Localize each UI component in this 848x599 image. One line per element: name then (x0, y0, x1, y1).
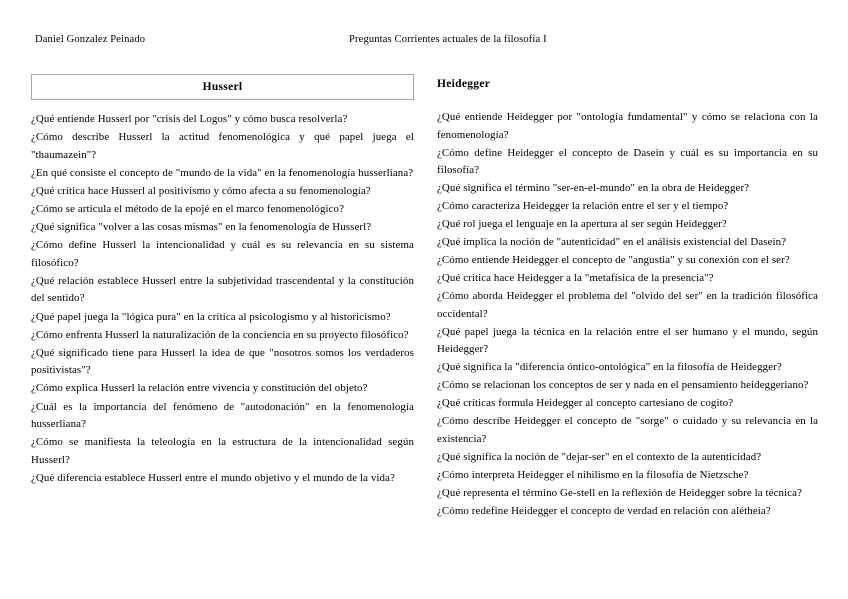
question-item: ¿Qué entiende Heidegger por "ontología fundamental" y cómo se relaciona con la fenomenología? (437, 111, 818, 141)
question-item: ¿Qué significa la noción de "dejar-ser" en el contexto de la autenticidad? (437, 450, 762, 463)
question-item: ¿Cómo se articula el método de la epojé en el marco fenomenológico? (31, 202, 345, 215)
question-item: ¿Cómo entiende Heidegger el concepto de "angustia" y su conexión con el ser? (437, 254, 790, 266)
question-item: ¿Cuál es la importancia del fenómeno de "autodonación" en la fenomenología husserliana? (31, 400, 414, 431)
question-item: ¿Cómo interpreta Heidegger el nihilismo en la filosofía de Nietzsche? (437, 468, 749, 481)
question-item: ¿Qué diferencia establece Husserl entre el mundo objetivo y el mundo de la vida? (31, 471, 395, 484)
running-header (0, 34, 848, 50)
header-author: Daniel Gonzalez Peinado (35, 34, 146, 45)
question-item: ¿Cómo caracteriza Heidegger la relación entre el ser y el tiempo? (437, 200, 729, 212)
question-item: ¿Cómo redefine Heidegger el concepto de verdad en relación con alétheia? (437, 504, 771, 517)
question-item: ¿Qué críticas formula Heidegger al concepto cartesiano de cogito? (437, 397, 734, 409)
question-item: ¿Cómo define Husserl la intencionalidad y cuál es su relevancia en su sistema filosófico? (31, 239, 414, 269)
question-item: ¿Qué significado tiene para Husserl la idea de que "nosotros somos los verdaderos positivistas"? (31, 346, 414, 377)
column-husserl (31, 74, 414, 488)
question-item: ¿Cómo describe Husserl la actitud fenomenológica y qué papel juega el "thaumazein"? (31, 131, 414, 161)
question-item: ¿Qué crítica hace Heidegger a la "metafísica de la presencia"? (437, 272, 714, 284)
column-heidegger (437, 74, 818, 521)
question-item: ¿Qué significa "volver a las cosas mismas" en la fenomenología de Husserl? (31, 221, 372, 234)
question-item: ¿Qué implica la noción de "autenticidad" en el análisis existencial del Dasein? (437, 236, 787, 248)
question-item: ¿Cómo se relacionan los conceptos de ser y nada en el pensamiento heideggeriano? (437, 379, 809, 391)
question-item: ¿Cómo define Heidegger el concepto de Dasein y cuál es su importancia en su filosofía? (437, 146, 818, 176)
question-item: ¿Cómo describe Heidegger el concepto de "sorge" o cuidado y su relevancia en la existencia? (437, 415, 818, 445)
question-item: ¿Qué significa la "diferencia óntico-ontológica" en la filosofía de Heidegger? (437, 361, 782, 373)
question-item: ¿Cómo enfrenta Husserl la naturalización de la conciencia en su proyecto filosófico? (31, 328, 409, 341)
question-item: ¿Cómo se manifiesta la teleología en la estructura de la intencionalidad según Husserl? (31, 436, 414, 466)
question-item: ¿Cómo aborda Heidegger el problema del "olvido del ser" en la tradición filosófica occidental? (437, 290, 818, 320)
question-item: ¿Cómo explica Husserl la relación entre vivencia y constitución del objeto? (31, 382, 368, 395)
question-item: ¿Qué papel juega la técnica en la relación entre el ser humano y el mundo, según Heidegger? (437, 325, 818, 355)
question-item: ¿Qué crítica hace Husserl al positivismo y cómo afecta a su fenomenología? (31, 184, 371, 197)
question-item: ¿Qué papel juega la "lógica pura" en la crítica al psicologismo y al historicismo? (31, 310, 391, 323)
question-item: ¿En qué consiste el concepto de "mundo de la vida" en la fenomenología husserliana? (31, 166, 414, 179)
question-item: ¿Qué representa el término Ge-stell en la reflexión de Heidegger sobre la técnica? (437, 486, 802, 499)
question-list-husserl (31, 111, 414, 487)
header-course-title: Preguntas Corrientes actuales de la filosofía I (349, 34, 547, 45)
question-item: ¿Qué rol juega el lenguaje en la apertura al ser según Heidegger? (437, 218, 727, 230)
section-heading-heidegger: Heidegger (437, 78, 491, 90)
question-item: ¿Qué relación establece Husserl entre la subjetividad trascendental y la constitución del sentido? (31, 274, 414, 305)
question-item: ¿Qué entiende Husserl por "crisis del Logos" y cómo busca resolverla? (31, 113, 348, 125)
question-list-heidegger (437, 109, 818, 520)
section-heading-husserl: Husserl (31, 74, 414, 100)
question-item: ¿Qué significa el término "ser-en-el-mundo" en la obra de Heidegger? (437, 182, 750, 194)
